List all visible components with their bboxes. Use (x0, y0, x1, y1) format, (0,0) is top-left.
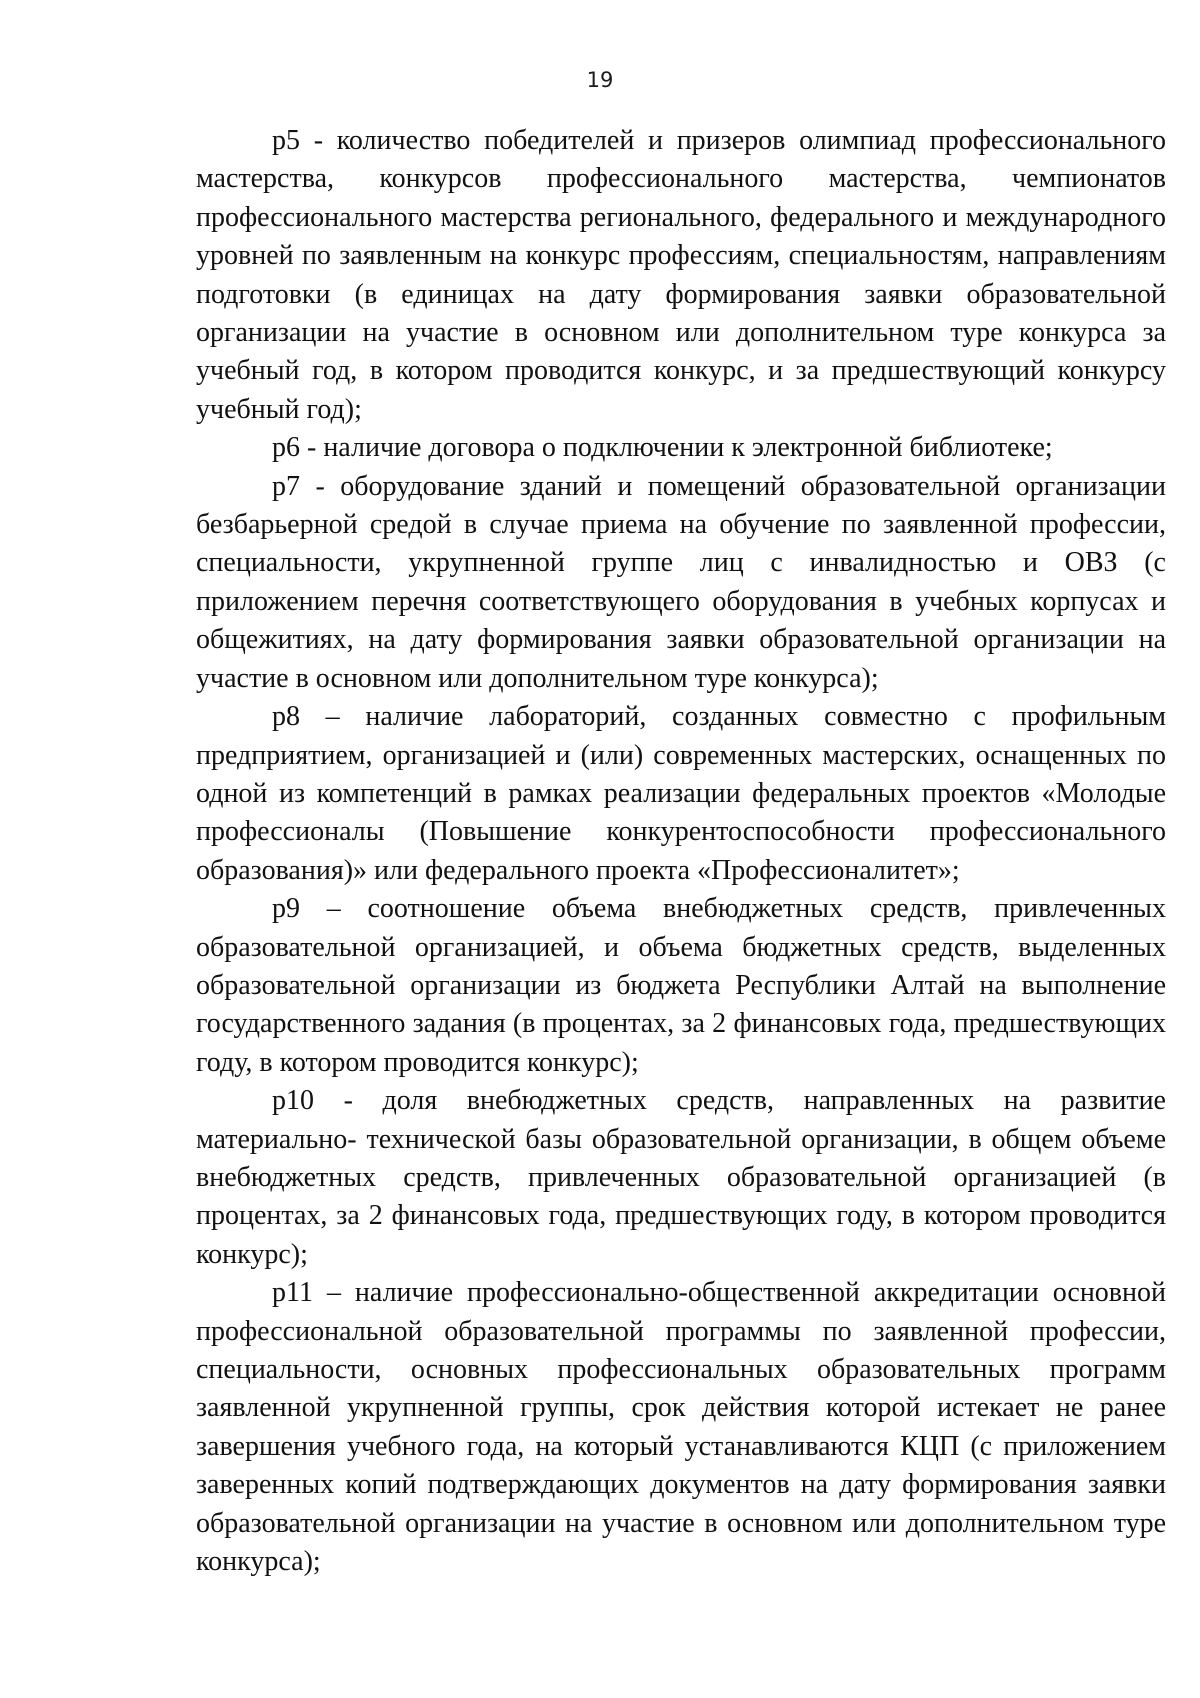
page-number: 19 (586, 68, 614, 92)
paragraph-p6: р6 - наличие договора о подключении к электронной библиотеке; (272, 432, 1053, 464)
paragraph-p11: р11 – наличие профессионально-общественной аккредитации основной профессиональной образовательной программы по заявленной профессии, специальности, основных профессиональных образовательных программ заявленной укрупненной группы, срок действия которой истекает не ранее завершения учебного года, на который устанавливаются КЦП (с приложением заверенных копий подтверждающих документов на дату формирования заявки образовательной организации на участие в основном или дополнительном туре конкурса); (196, 1277, 1166, 1578)
paragraph-p8: р8 – наличие лабораторий, созданных совместно с профильным предприятием, организацией и (или) современных мастерских, оснащенных по одной из компетенций в рамках реализации федеральных проектов «Молодые профессионалы (Повышение конкурентоспособности профессионального образования)» или федерального проекта «Профессионалитет»; (196, 701, 1166, 886)
document-body (196, 122, 1166, 1581)
paragraph-p10: р10 - доля внебюджетных средств, направленных на развитие материально- технической базы образовательной организации, в общем объеме внебюджетных средств, привлеченных образовательной организацией (в процентах, за 2 финансовых года, предшествующих году, в котором проводится конкурс); (196, 1085, 1166, 1270)
paragraph-p5: р5 - количество победителей и призеров олимпиад профессионального мастерства, конкурсов профессионального мастерства, чемпионатов профессионального мастерства регионального, федерального и международного уровней по заявленным на конкурс профессиям, специальностям, направлениям подготовки (в единицах на дату формирования заявки образовательной организации на участие в основном или дополнительном туре конкурса за учебный год, в котором проводится конкурс, и за предшествующий конкурсу учебный год); (196, 125, 1166, 425)
paragraph-p7: р7 - оборудование зданий и помещений образовательной организации безбарьерной средой в случае приема на обучение по заявленной профессии, специальности, укрупненной группе лиц с инвалидностью и ОВЗ (с приложением перечня соответствующего оборудования в учебных корпусах и общежитиях, на дату формирования заявки образовательной организации на участие в основном или дополнительном туре конкурса); (196, 470, 1166, 694)
paragraph-p9: р9 – соотношение объема внебюджетных средств, привлеченных образовательной организацией, и объема бюджетных средств, выделенных образовательной организации из бюджета Республики Алтай на выполнение государственного задания (в процентах, за 2 финансовых года, предшествующих году, в котором проводится конкурс); (196, 893, 1166, 1078)
